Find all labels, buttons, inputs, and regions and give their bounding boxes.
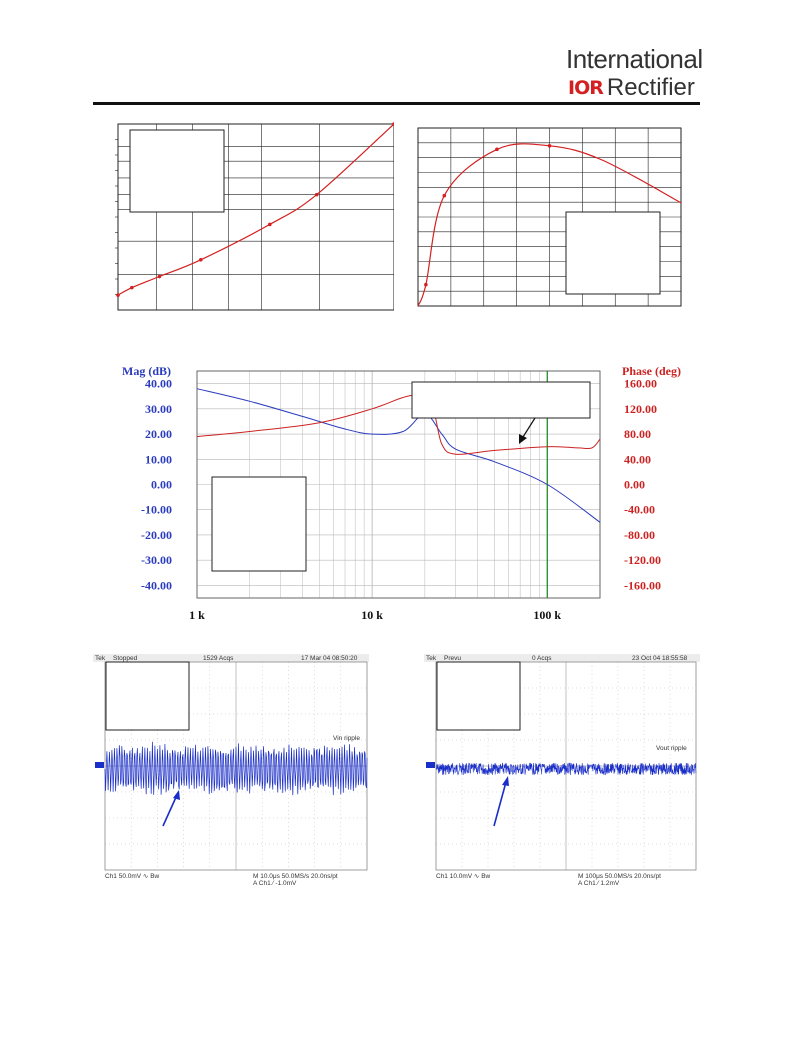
channel-scale: Ch1 10.0mV ∿ Bw <box>436 873 491 880</box>
magnitude-tick-label: 40.00 <box>145 376 172 391</box>
scope-run-status: Stopped <box>113 655 138 662</box>
legend-box <box>566 212 660 294</box>
frequency-tick-labels <box>189 608 561 622</box>
trigger-setting: A Ch1 ∕ 1.2mV <box>578 880 620 887</box>
timebase: M 10.0μs 50.0MS/s 20.0ns/pt <box>253 873 338 880</box>
magnitude-tick-label: -10.00 <box>141 502 172 517</box>
top-left-chart <box>110 120 394 316</box>
magnitude-tick-label: 20.00 <box>145 427 172 442</box>
frequency-tick-label: 1 k <box>189 608 205 622</box>
magnitude-tick-labels <box>141 377 172 593</box>
legend-box <box>130 130 224 212</box>
scope-acquisitions: 1529 Acqs <box>203 655 234 662</box>
legend-box <box>106 662 189 730</box>
scope-timestamp: 23 Oct 04 18:55:58 <box>632 655 688 662</box>
frequency-tick-label: 100 k <box>533 608 562 622</box>
company-name-line1: International <box>566 44 703 74</box>
legend-box <box>212 477 306 571</box>
scope-run-status: Prevu <box>444 655 461 662</box>
scope-capture-vout <box>424 654 700 888</box>
company-logo <box>568 74 695 102</box>
magnitude-tick-label: -20.00 <box>141 527 172 542</box>
data-points <box>424 144 551 286</box>
magnitude-tick-label: -30.00 <box>141 553 172 568</box>
data-point <box>199 258 203 262</box>
phase-tick-label: 80.00 <box>624 427 651 442</box>
data-point <box>268 223 272 227</box>
data-point <box>548 144 552 148</box>
magnitude-tick-label: 0.00 <box>151 477 172 492</box>
channel-1-marker <box>426 762 435 768</box>
magnitude-tick-label: 10.00 <box>145 452 172 467</box>
top-right-chart <box>410 120 686 316</box>
magnitude-tick-label: 30.00 <box>145 401 172 416</box>
channel-1-marker <box>95 762 104 768</box>
scope-capture-vin <box>93 654 369 888</box>
frequency-tick-label: 10 k <box>361 608 383 622</box>
phase-tick-label: -120.00 <box>624 553 661 568</box>
data-point <box>443 194 447 198</box>
phase-tick-label: -40.00 <box>624 502 655 517</box>
scope-timestamp: 17 Mar 04 08:50:20 <box>301 655 358 662</box>
company-name-line2: Rectifier <box>606 74 695 101</box>
scope-brand: Tek <box>95 655 106 662</box>
ior-badge-logo: IOR <box>568 77 603 99</box>
phase-tick-label: 0.00 <box>624 477 645 492</box>
channel-scale: Ch1 50.0mV ∿ Bw <box>105 873 160 880</box>
timebase: M 100μs 50.0MS/s 20.0ns/pt <box>578 873 661 880</box>
magnitude-tick-label: -40.00 <box>141 578 172 593</box>
data-point <box>116 293 120 297</box>
phase-axis-label: Phase (deg) <box>622 364 681 378</box>
phase-tick-label: 40.00 <box>624 452 651 467</box>
data-point <box>315 193 319 197</box>
phase-tick-label: 160.00 <box>624 376 657 391</box>
annotation-box <box>412 382 590 418</box>
trace-label: Vin ripple <box>333 735 360 742</box>
trace-label: Vout ripple <box>656 745 687 752</box>
phase-tick-label: 120.00 <box>624 401 657 416</box>
scope-acquisitions: 0 Acqs <box>532 655 552 662</box>
trigger-setting: A Ch1 ∕ -1.0mV <box>253 880 297 887</box>
magnitude-axis-label: Mag (dB) <box>122 364 171 378</box>
data-point <box>130 286 134 290</box>
bode-plot <box>110 360 710 622</box>
phase-tick-label: -160.00 <box>624 578 661 593</box>
phase-tick-labels <box>624 377 661 593</box>
phase-tick-label: -80.00 <box>624 527 655 542</box>
header-divider <box>93 102 700 105</box>
scope-brand: Tek <box>426 655 437 662</box>
data-point <box>158 275 162 279</box>
data-point <box>495 148 499 152</box>
annotation-arrowhead <box>519 434 527 444</box>
legend-box <box>437 662 520 730</box>
data-point <box>424 283 428 287</box>
